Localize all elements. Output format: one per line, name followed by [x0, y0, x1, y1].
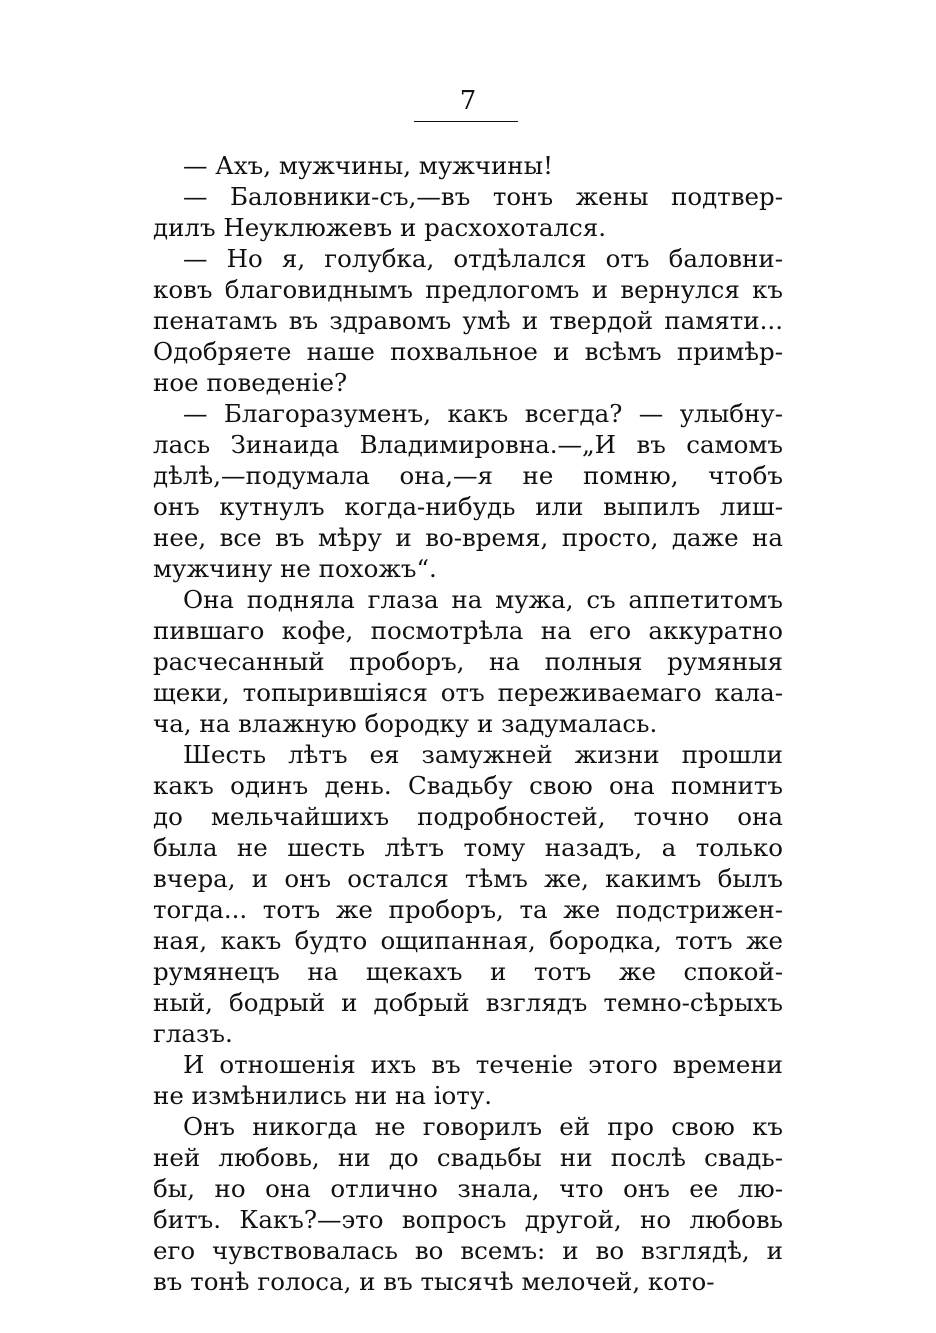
text-line: битъ. Какъ?—это вопросъ другой, но любовь	[153, 1205, 783, 1234]
text-line: ча, на влажную бородку и задумалась.	[153, 709, 658, 738]
text-line: ковъ благовиднымъ предлогомъ и вернулся къ	[153, 275, 783, 304]
paragraph	[153, 398, 783, 584]
text-line: Онъ никогда не говорилъ ей про свою къ	[183, 1112, 783, 1141]
text-line: расчесанный проборъ, на полныя румяныя	[153, 647, 783, 676]
text-line: вчера, и онъ остался тѣмъ же, какимъ былъ	[153, 864, 783, 893]
text-line: была не шесть лѣтъ тому назадъ, а только	[153, 833, 783, 862]
text-line: лась Зинаида Владимировна.—„И въ самомъ	[153, 430, 783, 459]
text-line: пившаго кофе, посмотрѣла на его аккуратно	[153, 616, 783, 645]
text-line: — Ахъ, мужчины, мужчины!	[183, 151, 553, 180]
paragraph	[153, 1049, 783, 1111]
text-line: — Но я, голубка, отдѣлался отъ баловни-	[183, 244, 783, 273]
page-number: 7	[459, 86, 477, 116]
text-line: мужчину не похожъ“.	[153, 554, 437, 583]
text-line: до мельчайшихъ подробностей, точно она	[153, 802, 783, 831]
text-line: румянецъ на щекахъ и тотъ же спокой-	[153, 957, 783, 986]
paragraph	[153, 243, 783, 398]
text-line: какъ одинъ день. Свадьбу свою она помнитъ	[153, 771, 783, 800]
text-line: его чувствовалась во всемъ: и во взглядѣ, и	[153, 1236, 783, 1265]
paragraph	[153, 181, 783, 243]
text-line: нее, все въ мѣру и во-время, просто, даже на	[153, 523, 783, 552]
text-line: тогда... тотъ же проборъ, та же подстрижен-	[153, 895, 783, 924]
text-line: Одобряете наше похвальное и всѣмъ примѣр-	[153, 337, 783, 366]
paragraph	[153, 739, 783, 1049]
text-line: щеки, топырившіяся отъ переживаемаго кала-	[153, 678, 783, 707]
text-line: онъ кутнулъ когда-нибудь или выпилъ лиш-	[153, 492, 783, 521]
text-line: дѣлѣ,—подумала она,—я не помню, чтобъ	[153, 461, 783, 490]
header-rule	[414, 121, 518, 122]
text-line: бы, но она отлично знала, что онъ ее лю-	[153, 1174, 783, 1203]
text-line: Шесть лѣтъ ея замужней жизни прошли	[183, 740, 783, 769]
text-line: не измѣнились ни на іоту.	[153, 1081, 493, 1110]
text-line: — Благоразуменъ, какъ всегда? — улыбну-	[183, 399, 783, 428]
text-line: Она подняла глаза на мужа, съ аппетитомъ	[183, 585, 783, 614]
text-line: — Баловники-съ,—въ тонъ жены подтвер-	[183, 182, 783, 211]
text-line: И отношенія ихъ въ теченіе этого времени	[183, 1050, 783, 1079]
text-line: пенатамъ въ здравомъ умѣ и твердой памяти...	[153, 306, 783, 335]
text-line: глазъ.	[153, 1019, 233, 1048]
paragraph	[153, 150, 783, 181]
paragraph	[153, 1111, 783, 1297]
body-text	[153, 150, 783, 1297]
text-line: ный, бодрый и добрый взглядъ темно-сѣрыхъ	[153, 988, 783, 1017]
text-line: ная, какъ будто ощипанная, бородка, тотъ же	[153, 926, 783, 955]
text-line: ней любовь, ни до свадьбы ни послѣ свадь-	[153, 1143, 783, 1172]
text-line: ное поведеніе?	[153, 368, 348, 397]
paragraph	[153, 584, 783, 739]
text-line: въ тонѣ голоса, и въ тысячѣ мелочей, кото-	[153, 1267, 715, 1296]
text-line: дилъ Неуклюжевъ и расхохотался.	[153, 213, 606, 242]
